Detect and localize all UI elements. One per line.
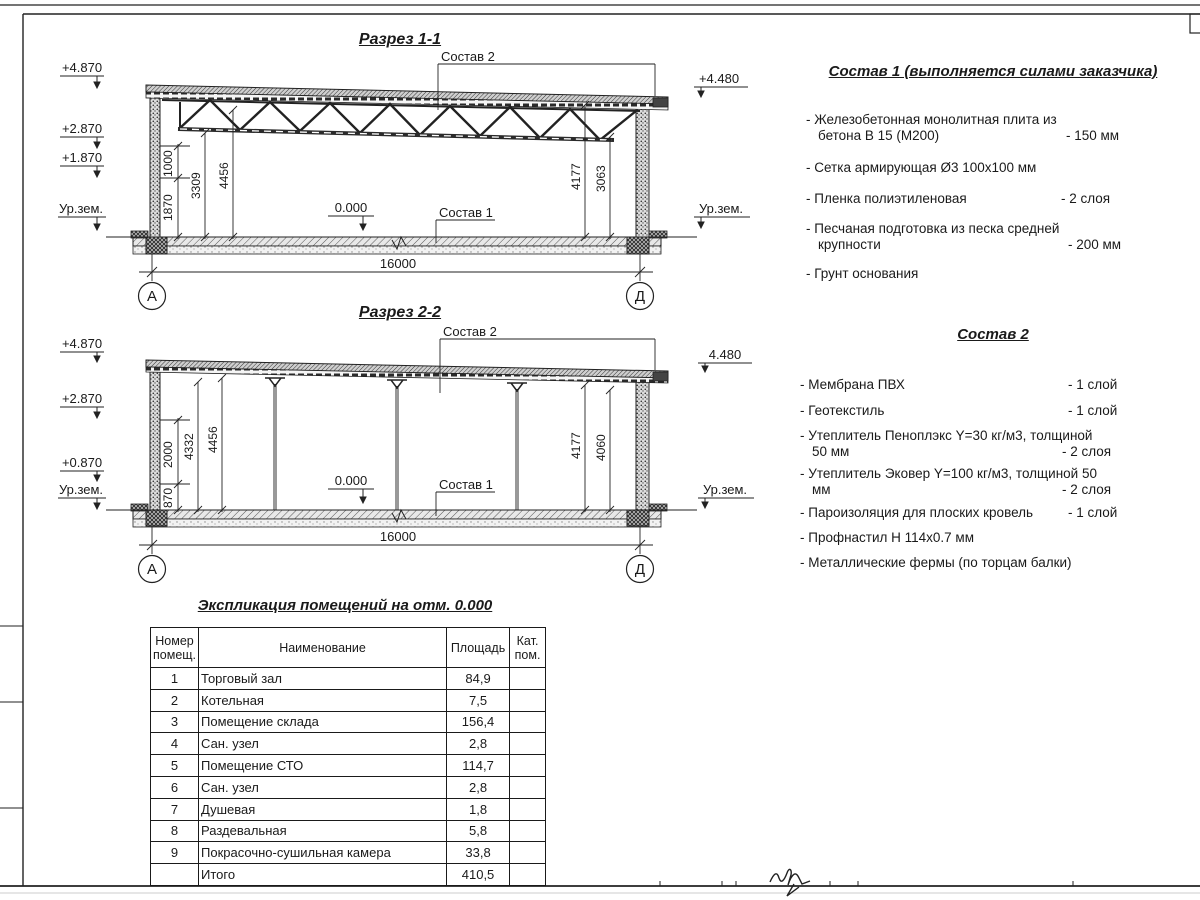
cell-name: Торговый зал	[199, 668, 447, 690]
cell-area: 156,4	[447, 711, 510, 733]
dim-4332: 4332	[182, 433, 196, 460]
material-name: - Мембрана ПВХ	[800, 377, 905, 392]
cell-cat	[510, 668, 546, 690]
explication-table	[150, 627, 546, 886]
cell-name: Помещение СТО	[199, 755, 447, 777]
cell-cat	[510, 776, 546, 798]
list-item	[800, 555, 1112, 571]
span-dim: 16000	[379, 529, 417, 544]
list-item	[800, 377, 1118, 393]
elev-mark: +1.870	[61, 150, 103, 165]
cell-area: 5,8	[447, 820, 510, 842]
cell-area: 410,5	[447, 864, 510, 886]
cell-name: Душевая	[199, 798, 447, 820]
cell-cat	[510, 711, 546, 733]
callout-sostav1: Состав 1	[439, 477, 493, 492]
material-name: - Пароизоляция для плоских кровель	[800, 505, 1034, 520]
cell-num: 7	[151, 798, 199, 820]
cell-num: 4	[151, 733, 199, 755]
cell-num: 6	[151, 776, 199, 798]
table-row	[151, 842, 546, 864]
axis-label-d: Д	[634, 288, 646, 305]
cell-name: Сан. узел	[199, 776, 447, 798]
list-item	[800, 505, 1118, 521]
header-cat: Кат. пом.	[510, 628, 546, 668]
cell-cat	[510, 842, 546, 864]
zero-level-label: 0.000	[334, 200, 368, 215]
explication-title: Экспликация помещений на отм. 0.000	[197, 597, 493, 614]
elev-mark: +0.870	[61, 455, 103, 470]
elev-mark: +4.870	[61, 60, 103, 75]
section1-title: Разрез 1-1	[358, 31, 442, 48]
list-item	[800, 428, 1112, 460]
dim-4060: 4060	[594, 434, 608, 461]
dim-4177: 4177	[569, 432, 583, 459]
material-value: - 1 слой	[1068, 403, 1118, 418]
cell-num: 8	[151, 820, 199, 842]
dim-4456: 4456	[206, 426, 220, 453]
section2-title: Разрез 2-2	[358, 304, 442, 321]
dim-1000: 1000	[161, 150, 175, 177]
material-name: - Утеплитель Эковер Y=100 кг/м3, толщиной 50 мм	[800, 466, 1097, 497]
list-item	[800, 530, 1097, 546]
material-name: - Геотекстиль	[800, 403, 885, 418]
material-name: - Утеплитель Пеноплэкс Y=30 кг/м3, толщиной 50 мм	[800, 428, 1093, 459]
table-row	[151, 689, 546, 711]
cell-cat	[510, 820, 546, 842]
material-value: - 2 слоя	[1062, 482, 1112, 497]
cell-area: 2,8	[447, 733, 510, 755]
axis-label-a: А	[146, 561, 157, 578]
material-value: - 1 слой	[1068, 505, 1118, 520]
dim-4456: 4456	[217, 162, 231, 189]
ground-level-label: Ур.зем.	[58, 482, 104, 497]
dim-870: 870	[161, 487, 175, 508]
header-num: Номер помещ.	[151, 628, 199, 668]
header-name: Наименование	[199, 628, 447, 668]
cell-num: 9	[151, 842, 199, 864]
elev-mark: 4.480	[708, 347, 742, 362]
dim-3309: 3309	[189, 172, 203, 199]
cell-area: 7,5	[447, 689, 510, 711]
material-value: - 2 слоя	[1062, 444, 1112, 459]
axis-label-d: Д	[634, 561, 646, 578]
cell-cat	[510, 755, 546, 777]
dim-3063: 3063	[594, 165, 608, 192]
cell-area: 33,8	[447, 842, 510, 864]
list-item	[806, 112, 1120, 144]
material-value: - 2 слоя	[1061, 191, 1111, 206]
list-item	[800, 403, 1118, 419]
cell-area: 84,9	[447, 668, 510, 690]
dim-4177: 4177	[569, 163, 583, 190]
material-value: - 150 мм	[1066, 128, 1120, 143]
list-item	[806, 160, 1078, 176]
table-total-row	[151, 864, 546, 886]
material-name: - Профнастил Н 114х0.7 мм	[800, 530, 974, 545]
section-1-1-drawing	[58, 64, 750, 310]
ground-level-label: Ур.зем.	[698, 201, 744, 216]
table-row	[151, 776, 546, 798]
signature-squiggle	[770, 869, 810, 896]
material-value: - 1 слой	[1068, 377, 1118, 392]
cell-num	[151, 864, 199, 886]
header-area: Площадь	[447, 628, 510, 668]
cell-name: Итого	[199, 864, 447, 886]
cell-cat	[510, 864, 546, 886]
table-row	[151, 820, 546, 842]
list-item	[800, 466, 1112, 498]
list-item	[806, 221, 1122, 253]
elev-mark: +4.870	[61, 336, 103, 351]
cell-cat	[510, 733, 546, 755]
material-name: - Пленка полиэтиленовая	[806, 191, 967, 206]
cell-name: Покрасочно-сушильная камера	[199, 842, 447, 864]
list-item	[806, 266, 1068, 282]
ground-level-label: Ур.зем.	[58, 201, 104, 216]
cell-name: Сан. узел	[199, 733, 447, 755]
cell-name: Помещение склада	[199, 711, 447, 733]
table-row	[151, 711, 546, 733]
cell-cat	[510, 798, 546, 820]
material-name: - Песчаная подготовка из песка средней крупности	[806, 221, 1060, 252]
cell-num: 1	[151, 668, 199, 690]
table-row	[151, 755, 546, 777]
material-value: - 200 мм	[1068, 237, 1122, 252]
callout-sostav2: Состав 2	[441, 49, 495, 64]
span-dim: 16000	[379, 256, 417, 271]
cell-cat	[510, 689, 546, 711]
dim-1870: 1870	[161, 194, 175, 221]
material-name: - Грунт основания	[806, 266, 919, 281]
table-row	[151, 798, 546, 820]
cell-name: Раздевальная	[199, 820, 447, 842]
sostav1-title: Состав 1 (выполняется силами заказчика)	[828, 63, 1158, 80]
table-row	[151, 733, 546, 755]
elev-mark: +2.870	[61, 121, 103, 136]
cell-area: 1,8	[447, 798, 510, 820]
cell-name: Котельная	[199, 689, 447, 711]
material-name: - Железобетонная монолитная плита из бетона В 15 (М200)	[806, 112, 1057, 143]
sostav2-title: Состав 2	[957, 326, 1029, 343]
cell-num: 2	[151, 689, 199, 711]
cell-area: 114,7	[447, 755, 510, 777]
ground-level-label: Ур.зем.	[702, 482, 748, 497]
elev-mark: +4.480	[698, 71, 740, 86]
callout-sostav2: Состав 2	[443, 324, 497, 339]
list-item	[806, 191, 1111, 207]
table-header-row	[151, 628, 546, 668]
cell-num: 3	[151, 711, 199, 733]
table-row	[151, 668, 546, 690]
cell-num: 5	[151, 755, 199, 777]
material-name: - Сетка армирующая Ø3 100х100 мм	[806, 160, 1037, 175]
axis-label-a: А	[146, 288, 157, 305]
callout-sostav1: Состав 1	[439, 205, 493, 220]
cell-area: 2,8	[447, 776, 510, 798]
dim-2000: 2000	[161, 441, 175, 468]
zero-level-label: 0.000	[334, 473, 368, 488]
elev-mark: +2.870	[61, 391, 103, 406]
material-name: - Металлические фермы (по торцам балки)	[800, 555, 1072, 570]
